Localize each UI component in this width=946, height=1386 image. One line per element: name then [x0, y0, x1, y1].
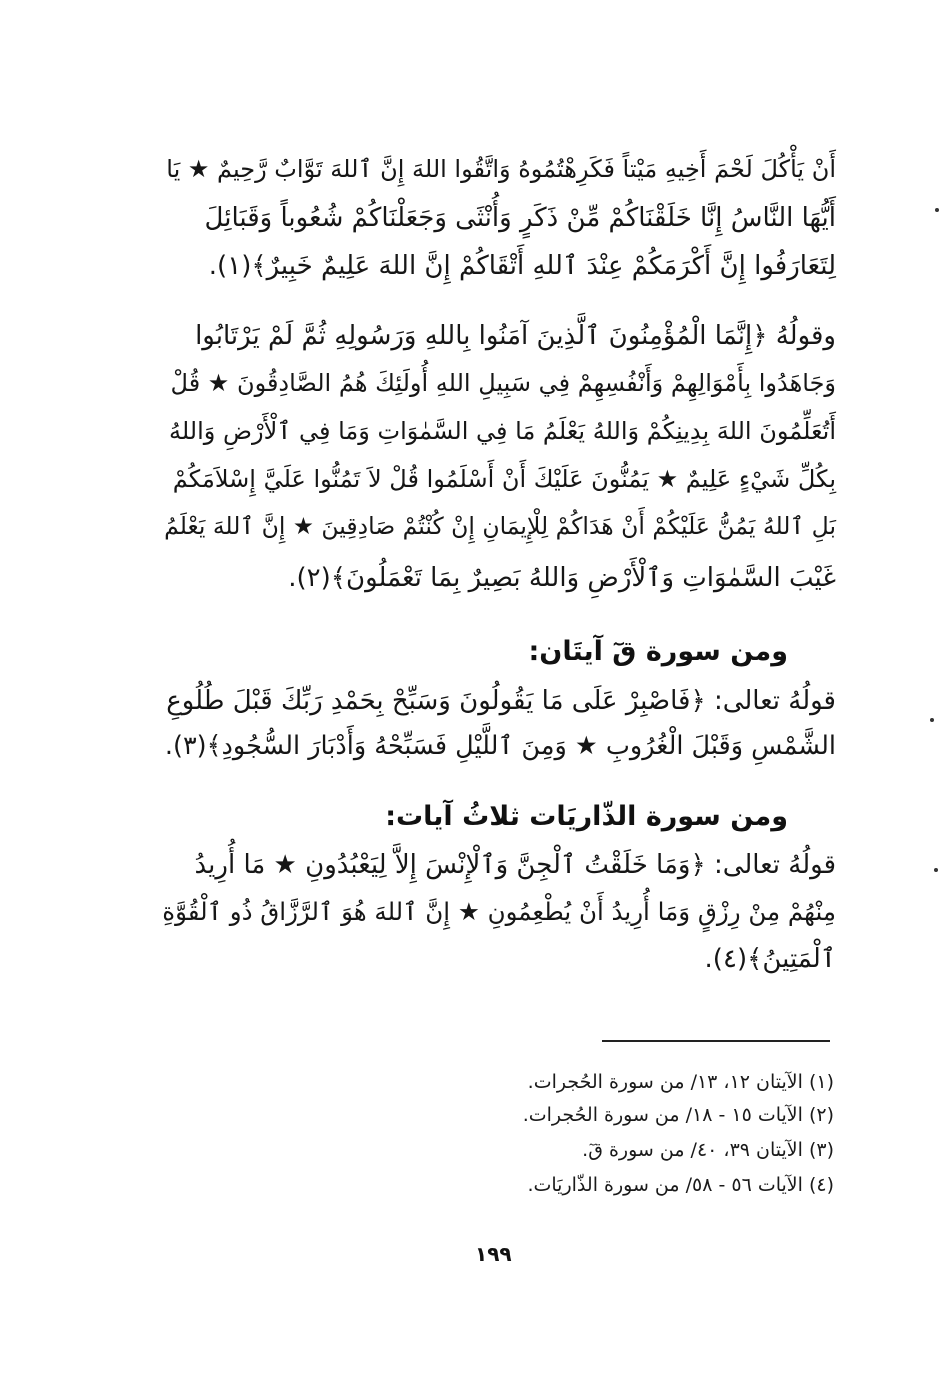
qaf-line-2: الشَّمْسِ وَقَبْلَ الْغُرُوبِ ★ وَمِنَ ٱللَّيْلِ فَسَبِّحْهُ وَأَدْبَارَ السُّجُودِ﴾(٣).	[164, 731, 836, 761]
dhariyat-line-2: مِنْهُمْ مِنْ رِزْقٍ وَمَا أُرِيدُ أَنْ يُطْعِمُونِ ★ إِنَّ ٱللهَ هُوَ ٱلرَّزَّاقُ ذُو ٱلْقُوَّةِ	[162, 897, 836, 926]
scan-speck	[934, 868, 938, 872]
section-heading-dhariyat: ومن سورة الذّاريَات ثلاثُ آيات:	[385, 801, 788, 832]
body-line-3: لِتَعَارَفُوا إِنَّ أَكْرَمَكُمْ عِنْدَ ٱللهِ أَتْقَاكُمْ إِنَّ اللهَ عَلِيمٌ خَبِيرٌ﴾(١).	[208, 251, 836, 281]
dhariyat-line-3: ٱلْمَتِينُ﴾(٤).	[704, 944, 836, 974]
dhariyat-line-1: قولُهُ تعالى: ﴿وَمَا خَلَقْتُ ٱلْجِنَّ وَٱلْإِنْسَ إِلاَّ لِيَعْبُدُونِ ★ مَا أُرِيدُ	[194, 850, 836, 880]
body-line-7: بِكُلِّ شَيْءٍ عَلِيمٌ ★ يَمُنُّونَ عَلَيْكَ أَنْ أَسْلَمُوا قُلْ لاَ تَمُنُّوا عَلَيَّ إِسْلاَمَكُمْ	[172, 465, 836, 493]
body-line-6: أَتُعَلِّمُونَ اللهَ بِدِينِكُمْ وَاللهُ يَعْلَمُ مَا فِي السَّمٰوَاتِ وَمَا فِي ٱلْأَرْضِ وَاللهُ	[168, 417, 836, 445]
scan-speck	[935, 208, 939, 212]
body-line-1: أَنْ يَأْكُلَ لَحْمَ أَخِيهِ مَيْتاً فَكَرِهْتُمُوهُ وَاتَّقُوا اللهَ إِنَّ ٱللهَ تَوَّابٌ رَّحِيمٌ ★ يَا	[166, 155, 836, 183]
footnote-1: (١) الآيتان ١٢، ١٣/ من سورة الحُجرات.	[527, 1071, 834, 1093]
page-number: ١٩٩	[475, 1242, 512, 1266]
body-line-4: وقولُهُ ﴿إِنَّمَا الْمُؤْمِنُونَ ٱلَّذِينَ آمَنُوا بِاللهِ وَرَسُولِهِ ثُمَّ لَمْ يَرْتَابُوا	[195, 321, 836, 351]
body-line-8: بَلِ ٱللهُ يَمُنُّ عَلَيْكُمْ أَنْ هَدَاكُمْ لِلْإِيمَانِ إِنْ كُنْتُمْ صَادِقِينَ ★ إِنَّ ٱللهَ يَعْلَمُ	[164, 512, 836, 540]
body-line-2: أَيُّهَا النَّاسُ إِنَّا خَلَقْنَاكُمْ مِّنْ ذَكَرٍ وَأُنْثَى وَجَعَلْنَاكُمْ شُعُوباً وَقَبَائِلَ	[204, 203, 836, 233]
qaf-line-1: قولُهُ تعالى: ﴿فَاصْبِرْ عَلَى مَا يَقُولُونَ وَسَبِّحْ بِحَمْدِ رَبِّكَ قَبْلَ طُلُوعِ	[166, 686, 836, 716]
body-line-5: وَجَاهَدُوا بِأَمْوَالِهِمْ وَأَنْفُسِهِمْ فِي سَبِيلِ اللهِ أُولَئِكَ هُمُ الصَّادِقُونَ ★ قُلْ	[170, 369, 836, 397]
body-line-9: غَيْبَ السَّمٰوَاتِ وَٱلْأَرْضِ وَاللهُ بَصِيرٌ بِمَا تَعْمَلُونَ﴾(٢).	[288, 563, 836, 593]
scan-speck	[930, 718, 934, 722]
footnote-4: (٤) الآيات ٥٦ - ٥٨/ من سورة الذّاريَات.	[527, 1174, 834, 1196]
footnote-3: (٣) الآيتان ٣٩، ٤٠/ من سورة قٓ.	[582, 1139, 834, 1161]
section-heading-qaf: ومن سورة قٓ آيتَان:	[528, 636, 788, 667]
footnote-2: (٢) الآيات ١٥ - ١٨/ من سورة الحُجرات.	[522, 1104, 834, 1126]
footnote-divider	[602, 1040, 830, 1042]
